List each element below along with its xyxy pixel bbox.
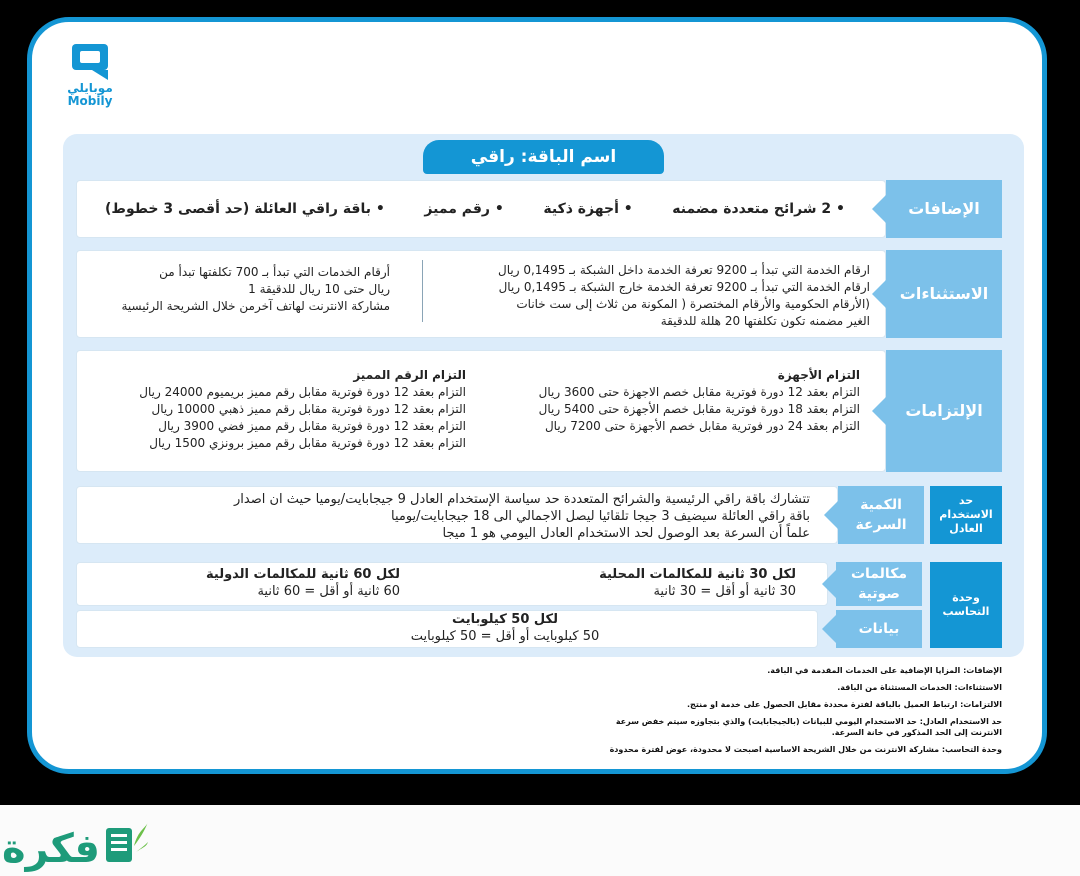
exception-line: ارقام الخدمة التي تبدأ بـ 9200 تعرفة الخدمة خارج الشبكة بـ 0,1495 ريال [498,280,870,294]
devices-commitment-title: التزام الأجهزة [777,368,860,382]
commitment-line: التزام بعقد 12 دورة فوترية مقابل خصم الاجهزة حتى 3600 ريال [538,385,860,399]
exception-line: (الأرقام الحكومية والأرقام المختصرة ( المكونة من ثلاث إلى ست خانات [516,297,870,311]
number-commitment [90,367,466,452]
note-line: حد الاستخدام العادل: حد الاستخدام اليومي للبيانات (بالجيجابايت) والذي بتجاوزه سيتم خفض سرعة الانترنت إلى الحد المذكور في خانة السرعة. [615,717,1002,737]
fikra-watermark [0,812,170,872]
exceptions-divider [422,260,423,322]
commitments-label: الإلتزامات [886,350,1002,472]
voice-calls-label: مكالمات صوتية [836,562,922,606]
book-leaf-icon [98,818,150,868]
fair-use-line: تتشارك باقة راقي الرئيسية والشرائح المتعددة حد سياسة الإستخدام العادل 9 جيجابايت/يوميا حيث ان اصدار [233,492,810,507]
data-sub: 50 كيلوبايت أو أقل = 50 كيلوبايت [410,629,600,644]
package-title: اسم الباقة: راقي [423,140,664,174]
voice-local-sub: 30 ثانية أو أقل = 30 ثانية [653,584,796,599]
exception-line: مشاركة الانترنت لهاتف آخرمن خلال الشريحة الرئيسية [121,299,390,313]
exceptions-label: الاستثناءات [886,250,1002,338]
devices-commitment [490,367,860,435]
addon-item: • 2 شرائح متعددة مضمنه [672,201,845,217]
data-billing [350,611,660,645]
commitment-line: التزام بعقد 12 دورة فوترية مقابل رقم مميز ذهبي 10000 ريال [151,402,466,416]
addon-item: • رقم مميز [424,201,503,217]
data-title: لكل 50 كيلوبايت [452,612,558,627]
logo-arabic-text: موبايلي [67,81,113,95]
watermark-text: فكرة [2,826,100,872]
exceptions-left-text [90,264,390,315]
addon-item: • باقة راقي العائلة (حد أقصى 3 خطوط) [105,201,385,217]
note-line: الاستثناءات: الخدمات المستثناة من الباقة. [837,683,1002,692]
voice-local [560,566,796,600]
voice-intl-sub: 60 ثانية أو أقل = 60 ثانية [257,584,400,599]
mobily-logo [60,42,120,108]
note-line: وحدة التحاسب: مشاركة الانترنت من خلال الشريحة الاساسية اصبحت لا محدودة، عوض لفترة محدودة [609,745,1002,754]
exception-line: أرقام الخدمات التي تبدأ بـ 700 تكلفتها تبدأ من [159,265,390,279]
number-commitment-title: التزام الرقم المميز [353,368,466,382]
mobily-logo-icon [68,42,112,82]
voice-intl-title: لكل 60 ثانية للمكالمات الدولية [206,567,400,582]
fair-use-text [90,491,810,542]
commitment-line: التزام بعقد 18 دورة فوترية مقابل خصم الأجهزة حتى 5400 ريال [538,402,860,416]
exception-line: ريال حتى 10 ريال للدقيقة 1 [248,282,390,296]
commitment-line: التزام بعقد 12 دورة فوترية مقابل رقم مميز فضي 3900 ريال [158,419,466,433]
commitment-line: التزام بعقد 12 دورة فوترية مقابل رقم مميز برونزي 1500 ريال [149,436,466,450]
exceptions-right-text [440,262,870,330]
definitions-notes [582,665,1002,761]
fair-use-group-label: حد الاستخدام العادل [930,486,1002,544]
addons-box [76,180,886,238]
addon-item: • أجهزة ذكية [543,201,632,217]
note-line: الالتزامات: ارتباط العميل بالباقة لفترة محددة مقابل الحصول على خدمة او منتج. [687,700,1002,709]
commitment-line: التزام بعقد 12 دورة فوترية مقابل رقم مميز بريميوم 24000 ريال [139,385,466,399]
addons-label: الإضافات [886,180,1002,238]
data-label: بيانات [836,610,922,648]
voice-local-title: لكل 30 ثانية للمكالمات المحلية [599,567,796,582]
exception-line: ارقام الخدمة التي تبدأ بـ 9200 تعرفة الخدمة داخل الشبكة بـ 0,1495 ريال [498,263,870,277]
billing-unit-group-label: وحدة التحاسب [930,562,1002,648]
fair-use-label: الكمية السرعة [838,486,924,544]
logo-english-text: Mobily [67,94,113,108]
note-line: الإضافات: المزايا الإضافية على الخدمات المقدمة في الباقة. [767,666,1002,675]
exception-line: الغير مضمنه تكون تكلفتها 20 هللة للدقيقة [660,314,870,328]
voice-international [180,566,400,600]
fair-use-line: باقة راقي العائلة سيضيف 3 جيجا تلقائيا ليصل الاجمالي الى 18 جيجابايت/يوميا [390,509,810,524]
commitment-line: التزام بعقد 24 دور فوترية مقابل خصم الأجهزة حتى 7200 ريال [544,419,860,433]
fair-use-line: علماً أن السرعة بعد الوصول لحد الاستخدام العادل اليومي هو 1 ميجا [442,526,810,541]
